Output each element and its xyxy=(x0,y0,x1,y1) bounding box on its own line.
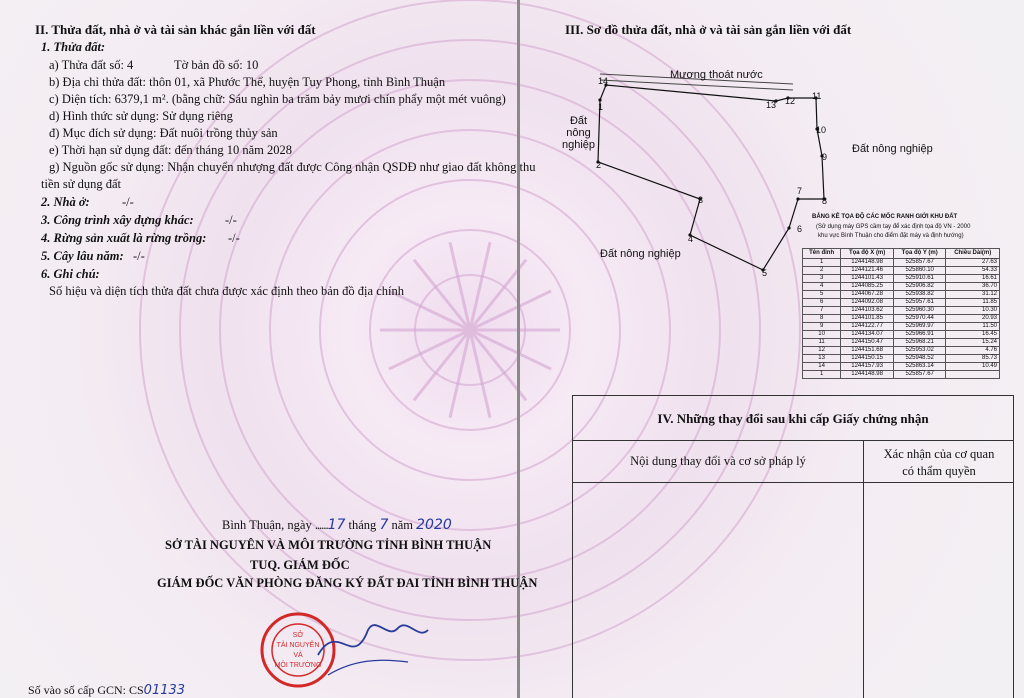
vertex-label-14: 14 xyxy=(598,76,609,86)
house-label: 2. Nhà ở: xyxy=(41,195,90,209)
svg-text:MÔI TRƯỜNG: MÔI TRƯỜNG xyxy=(274,662,322,669)
cell-y: 525957.61 xyxy=(893,299,945,307)
coords-table-title: BẢNG KÊ TỌA ĐỘ CÁC MỐC RANH GIỚI KHU ĐẤT xyxy=(812,214,958,220)
use-form: d) Hình thức sử dụng: Sử dụng riêng xyxy=(49,109,233,123)
cell-y: 525860.10 xyxy=(893,267,945,275)
parcel-area: c) Diện tích: 6379,1 m². (bằng chữ: Sáu nghìn ba trăm bảy mươi chín phẩy một mét vuông) xyxy=(49,92,506,106)
vertex-label-7: 7 xyxy=(797,186,803,196)
house-value: -/- xyxy=(122,195,134,209)
canal-label: Mương thoát nước xyxy=(670,69,763,81)
cell-vertex: 5 xyxy=(803,291,841,299)
farmland-left-line3: nghiệp xyxy=(562,139,596,151)
table-row xyxy=(803,267,1000,275)
use-origin-line1: g) Nguồn gốc sử dụng: Nhận chuyển nhượng đất được Công nhận QSDĐ như giao đất không thu xyxy=(49,160,536,174)
vertex-label-6: 6 xyxy=(797,224,803,234)
table-row xyxy=(803,355,1000,363)
table-row xyxy=(803,291,1000,299)
issue-date xyxy=(222,518,452,533)
table-row xyxy=(803,323,1000,331)
cell-y: 525857.67 xyxy=(893,259,945,267)
cell-length: 16.45 xyxy=(946,331,1000,339)
page-fold-divider xyxy=(517,0,520,698)
changes-authority-line1: Xác nhận của cơ quan xyxy=(883,447,995,461)
table-row xyxy=(803,283,1000,291)
table-row xyxy=(803,371,1000,379)
cell-vertex: 1 xyxy=(803,259,841,267)
cell-x: 1244150.47 xyxy=(841,339,894,347)
parcel-number: a) Thửa đất số: 4 xyxy=(49,58,134,72)
vertex-label-9: 9 xyxy=(822,152,828,162)
cell-x: 1244134.07 xyxy=(841,331,894,339)
cell-x: 1244085.25 xyxy=(841,283,894,291)
cell-y: 525863.14 xyxy=(893,363,945,371)
cell-y: 525960.30 xyxy=(893,307,945,315)
cell-x: 1244157.93 xyxy=(841,363,894,371)
vertex-label-5: 5 xyxy=(762,268,768,278)
table-row xyxy=(803,363,1000,371)
cell-vertex: 8 xyxy=(803,315,841,323)
table-row xyxy=(803,347,1000,355)
cell-y: 525948.52 xyxy=(893,355,945,363)
farmland-left-line2: nông xyxy=(566,127,591,139)
cell-length: 20.93 xyxy=(946,315,1000,323)
table-row xyxy=(803,299,1000,307)
land-heading: 1. Thửa đất: xyxy=(41,40,106,54)
vertex-label-11: 11 xyxy=(812,91,822,101)
cell-vertex: 11 xyxy=(803,339,841,347)
cell-y: 525910.61 xyxy=(893,275,945,283)
issuing-department: SỞ TÀI NGUYÊN VÀ MÔI TRƯỜNG TỈNH BÌNH THUẬN xyxy=(165,538,492,552)
register-value: 01133 xyxy=(143,683,186,698)
farmland-left-line1: Đất xyxy=(569,115,588,127)
vertex-label-2: 2 xyxy=(596,160,602,170)
cell-length: 10.49 xyxy=(946,363,1000,371)
col-header-vertex: Tên đỉnh xyxy=(803,249,841,259)
official-stamp-and-signature xyxy=(258,600,438,698)
use-term: e) Thời hạn sử dụng đất: đến tháng 10 năm 2028 xyxy=(49,143,292,157)
table-row xyxy=(803,331,1000,339)
cell-length: 10.30 xyxy=(946,307,1000,315)
date-prefix: Bình Thuận, ngày xyxy=(222,518,312,532)
construction-value: -/- xyxy=(225,213,237,227)
cell-length xyxy=(946,371,1000,379)
cell-x: 1244148.98 xyxy=(841,259,894,267)
cell-y: 525906.82 xyxy=(893,283,945,291)
cell-length: 27.63 xyxy=(946,259,1000,267)
changes-authority-line2: có thẩm quyền xyxy=(902,464,976,478)
cell-vertex: 10 xyxy=(803,331,841,339)
date-month: 7 xyxy=(379,517,389,533)
use-purpose: đ) Mục đích sử dụng: Đất nuôi trồng thủy sản xyxy=(49,126,278,140)
cell-y: 525970.44 xyxy=(893,315,945,323)
use-origin-line2: tiền sử dụng đất xyxy=(41,177,122,191)
date-dots: ...... xyxy=(314,518,328,532)
cell-length: 36.70 xyxy=(946,283,1000,291)
coordinates-table xyxy=(802,248,1000,379)
cell-vertex: 3 xyxy=(803,275,841,283)
cell-vertex: 1 xyxy=(803,371,841,379)
perennial-label: 5. Cây lâu năm: xyxy=(41,249,124,263)
cell-x: 1244122.77 xyxy=(841,323,894,331)
section-iv-title: IV. Những thay đổi sau khi cấp Giấy chứng nhận xyxy=(657,411,929,426)
watermark-star-ray xyxy=(470,291,551,330)
date-year-label: năm xyxy=(391,518,414,532)
farmland-right: Đất nông nghiệp xyxy=(852,143,933,155)
changes-header-line-top xyxy=(573,440,1013,441)
construction-label: 3. Công trình xây dựng khác: xyxy=(41,213,194,227)
cell-length: 15.24 xyxy=(946,339,1000,347)
changes-header-line-bottom xyxy=(573,482,1013,483)
map-sheet-number: Tờ bản đồ số: 10 xyxy=(174,58,259,72)
col-header-length: Chiều Dài(m) xyxy=(946,249,1000,259)
vertex-label-3: 3 xyxy=(698,195,704,205)
cell-x: 1244150.15 xyxy=(841,355,894,363)
col-header-x: Tọa độ X (m) xyxy=(841,249,894,259)
parcel-address: b) Địa chỉ thửa đất: thôn 01, xã Phước Thể, huyện Tuy Phong, tỉnh Bình Thuận xyxy=(49,75,446,89)
coords-table-header-row xyxy=(803,249,1000,259)
cell-vertex: 7 xyxy=(803,307,841,315)
cell-vertex: 9 xyxy=(803,323,841,331)
cell-x: 1244101.85 xyxy=(841,315,894,323)
cell-y: 525857.67 xyxy=(893,371,945,379)
table-row xyxy=(803,307,1000,315)
cell-x: 1244151.68 xyxy=(841,347,894,355)
table-row xyxy=(803,339,1000,347)
forest-value: -/- xyxy=(228,231,240,245)
date-month-label: tháng xyxy=(348,518,377,532)
cell-x: 1244148.98 xyxy=(841,371,894,379)
vertex-label-1: 1 xyxy=(598,102,604,112)
vertex-label-13: 13 xyxy=(766,100,777,110)
cell-x: 1244101.43 xyxy=(841,275,894,283)
vertex-marker xyxy=(787,226,790,229)
section-iii-title: III. Sơ đồ thửa đất, nhà ở và tài sản gắn liền với đất xyxy=(565,22,852,37)
changes-content-header: Nội dung thay đổi và cơ sở pháp lý xyxy=(630,454,806,468)
cell-x: 1244067.28 xyxy=(841,291,894,299)
cell-length: 31.12 xyxy=(946,291,1000,299)
cell-vertex: 12 xyxy=(803,347,841,355)
changes-authority-header xyxy=(865,446,1013,480)
cell-length: 54.33 xyxy=(946,267,1000,275)
cell-y: 525938.82 xyxy=(893,291,945,299)
notes-text: Số hiệu và diện tích thửa đất chưa được xác định theo bản đồ địa chính xyxy=(49,284,404,298)
cell-length: 4.76 xyxy=(946,347,1000,355)
svg-text:SỞ: SỞ xyxy=(292,632,304,639)
svg-text:VÀ: VÀ xyxy=(293,652,303,659)
vertex-label-10: 10 xyxy=(816,125,827,135)
forest-label: 4. Rừng sản xuất là rừng trồng: xyxy=(41,231,207,245)
col-header-y: Tọa độ Y (m) xyxy=(893,249,945,259)
vertex-label-12: 12 xyxy=(785,96,796,106)
coords-table-subtitle-1: (Sử dụng máy GPS cầm tay để xác định tọa độ VN - 2000 xyxy=(816,224,971,230)
cell-y: 525969.97 xyxy=(893,323,945,331)
cell-vertex: 13 xyxy=(803,355,841,363)
perennial-value: -/- xyxy=(133,249,145,263)
watermark-star-ray xyxy=(470,330,551,369)
table-row xyxy=(803,259,1000,267)
cell-vertex: 6 xyxy=(803,299,841,307)
signer-office: GIÁM ĐỐC VĂN PHÒNG ĐĂNG KÝ ĐẤT ĐAI TỈNH BÌNH THUẬN xyxy=(157,576,538,590)
cell-length: 85.73 xyxy=(946,355,1000,363)
cell-y: 525953.02 xyxy=(893,347,945,355)
cell-y: 525968.21 xyxy=(893,339,945,347)
vertex-label-4: 4 xyxy=(688,234,694,244)
cell-x: 1244103.62 xyxy=(841,307,894,315)
vertex-label-8: 8 xyxy=(822,196,828,206)
section-ii-title: II. Thửa đất, nhà ở và tài sản khác gắn liền với đất xyxy=(35,22,316,37)
farmland-left xyxy=(562,115,595,151)
cell-x: 1244121.46 xyxy=(841,267,894,275)
date-day: 17 xyxy=(327,517,346,533)
register-number xyxy=(28,683,185,698)
cell-vertex: 4 xyxy=(803,283,841,291)
date-year: 2020 xyxy=(416,517,452,533)
watermark-star-ray xyxy=(389,330,470,369)
cell-vertex: 2 xyxy=(803,267,841,275)
register-label: Số vào số cấp GCN: CS xyxy=(28,683,144,697)
cell-length: 11.85 xyxy=(946,299,1000,307)
cell-x: 1244092.08 xyxy=(841,299,894,307)
cell-length: 16.61 xyxy=(946,275,1000,283)
farmland-bottom: Đất nông nghiệp xyxy=(600,248,681,260)
vertex-marker xyxy=(796,197,799,200)
table-row xyxy=(803,315,1000,323)
changes-section xyxy=(572,395,1014,698)
changes-column-divider xyxy=(863,440,864,698)
cell-y: 525966.91 xyxy=(893,331,945,339)
cell-length: 11.50 xyxy=(946,323,1000,331)
svg-text:TÀI NGUYÊN: TÀI NGUYÊN xyxy=(276,642,320,649)
table-row xyxy=(803,275,1000,283)
coords-table-subtitle-2: khu vực Bình Thuận cho điểm đặt máy và định hướng) xyxy=(818,233,964,239)
notes-label: 6. Ghi chú: xyxy=(41,267,100,281)
cell-vertex: 14 xyxy=(803,363,841,371)
signer-role: TUQ. GIÁM ĐỐC xyxy=(250,558,350,572)
